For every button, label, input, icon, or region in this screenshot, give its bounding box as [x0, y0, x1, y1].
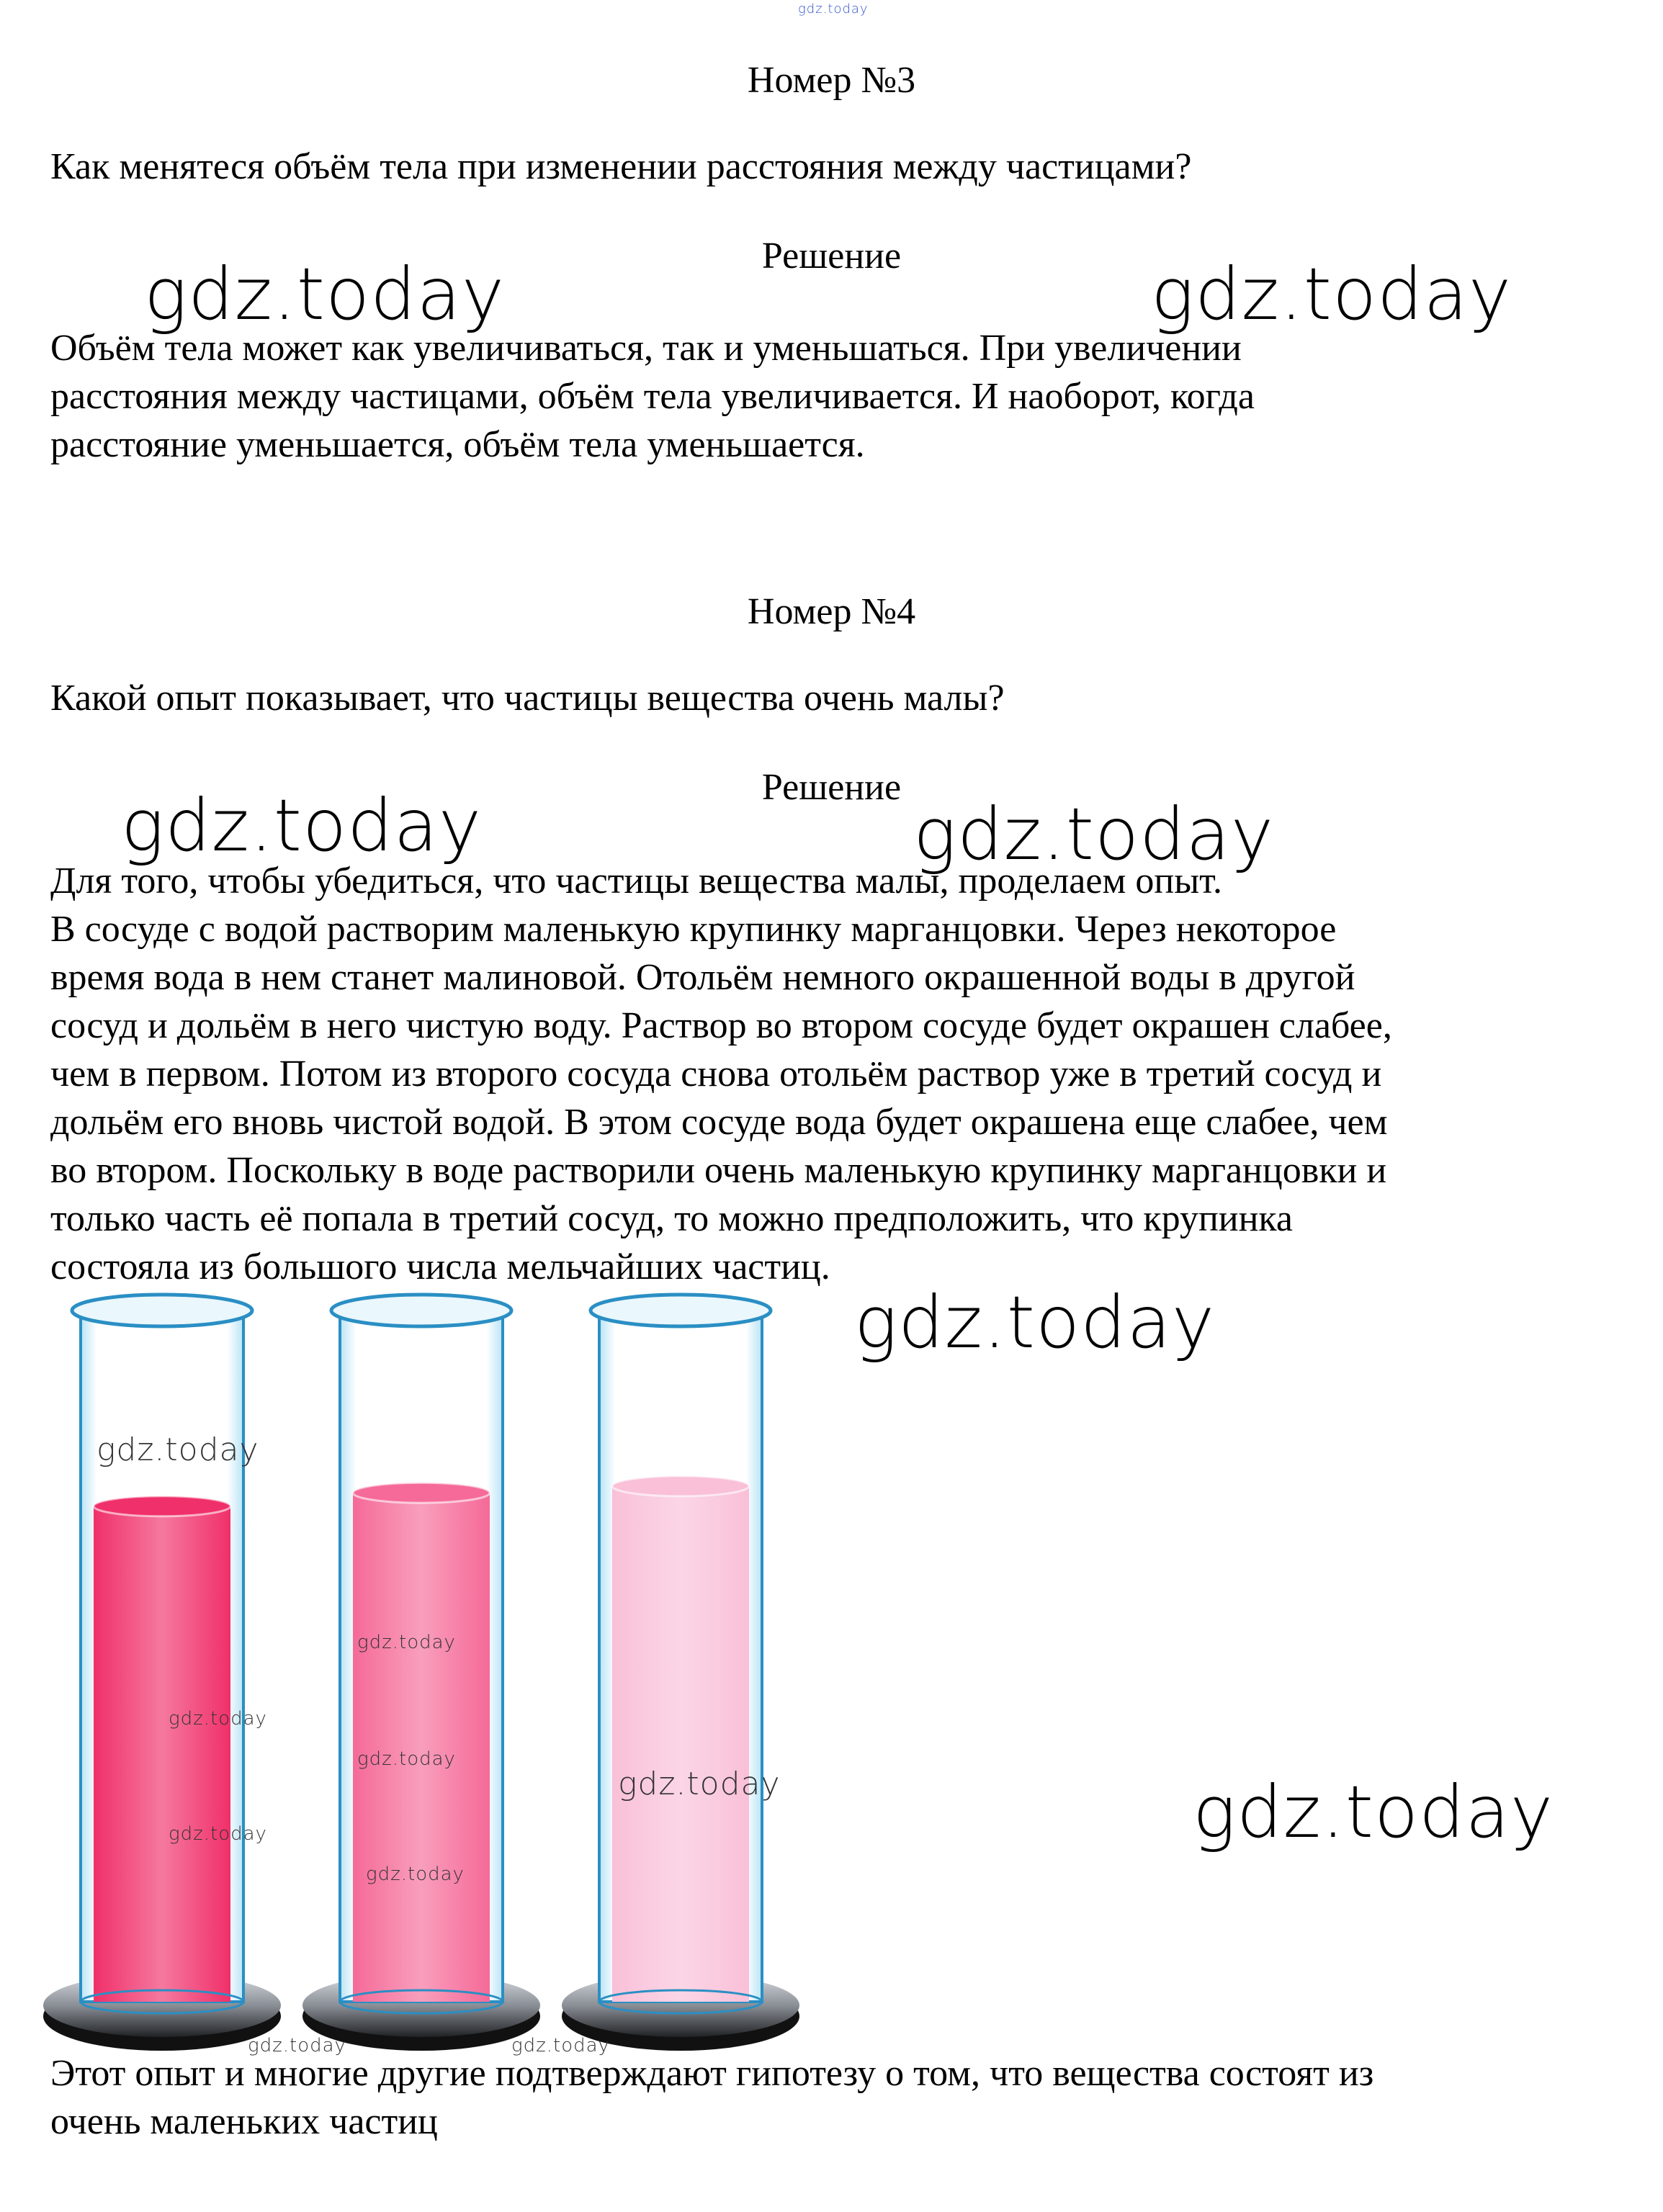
section4-heading: Номер №4 — [747, 591, 916, 632]
watermark: gdz.today — [144, 252, 506, 336]
watermark: gdz.today — [366, 1863, 465, 1885]
watermark: gdz.today — [121, 783, 483, 868]
watermark: gdz.today — [97, 1431, 259, 1468]
cylinder-liquid-surface — [353, 1483, 490, 1503]
conclusion-line: Этот опыт и многие другие подтверждают гипотезу о том, что вещества состоят из — [50, 2053, 1374, 2094]
watermark: gdz.today — [854, 1280, 1216, 1364]
section3-heading: Номер №3 — [747, 60, 916, 101]
section3-question: Как менятеся объём тела при изменении расстояния между частицами? — [50, 146, 1192, 187]
watermark: gdz.today — [1193, 1770, 1554, 1854]
watermark: gdz.today — [169, 1708, 267, 1730]
section4-solution-label: Решение — [761, 767, 902, 808]
conclusion-line: очень маленьких частиц — [50, 2101, 438, 2142]
answer-line: расстояния между частицами, объём тела увеличивается. И наоборот, когда — [50, 376, 1255, 417]
answer-line: расстояние уменьшается, объём тела уменьшается. — [50, 424, 865, 465]
cylinder-liquid-shine — [612, 1486, 749, 2002]
section4-question: Какой опыт показывает, что частицы вещества очень малы? — [50, 678, 1005, 719]
cylinder-rim — [331, 1295, 511, 1326]
watermark: gdz.today — [357, 1632, 456, 1653]
answer-line: Для того, чтобы убедиться, что частицы вещества малы, проделаем опыт. — [50, 860, 1222, 902]
watermark: gdz.today — [357, 1748, 456, 1770]
answer-line: состояла из большого числа мельчайших частиц. — [50, 1246, 830, 1287]
cylinder-3 — [562, 1295, 799, 2051]
answer-line: только часть её попала в третий сосуд, то можно предположить, что крупинка — [50, 1198, 1293, 1239]
answer-line: В сосуде с водой растворим маленькую крупинку марганцовки. Через некоторое — [50, 909, 1337, 950]
section4-conclusion — [50, 2049, 1373, 2146]
cylinders-illustration — [43, 1282, 835, 2067]
watermark: gdz.today — [511, 2035, 610, 2056]
answer-line: дольём его вновь чистой водой. В этом сосуде вода будет окрашена еще слабее, чем — [50, 1102, 1388, 1143]
cylinder-1 — [43, 1295, 281, 2051]
watermark: gdz.today — [618, 1766, 781, 1802]
watermark: gdz.today — [913, 792, 1275, 876]
watermark: gdz.today — [1151, 252, 1512, 336]
cylinder-2 — [302, 1295, 540, 2051]
answer-line: время вода в нем станет малиновой. Отольём немного окрашенной воды в другой — [50, 957, 1355, 998]
cylinder-liquid-shine — [94, 1506, 230, 2002]
watermark: gdz.today — [169, 1823, 267, 1845]
answer-line: чем в первом. Потом из второго сосуда снова отольём раствор уже в третий сосуд и — [50, 1053, 1382, 1094]
answer-line: сосуд и дольём в него чистую воду. Раствор во втором сосуде будет окрашен слабее, — [50, 1005, 1392, 1046]
answer-line: Объём тела может как увеличиваться, так и уменьшаться. При увеличении — [50, 328, 1242, 369]
top-watermark: gdz.today — [798, 1, 869, 17]
cylinder-rim — [591, 1295, 771, 1326]
section3-solution-label: Решение — [761, 235, 902, 276]
cylinder-rim — [72, 1295, 252, 1326]
section3-answer — [50, 324, 1255, 469]
section4-answer — [50, 857, 1392, 1291]
cylinder-liquid-surface — [94, 1496, 230, 1516]
answer-line: во втором. Поскольку в воде растворили очень маленькую крупинку марганцовки и — [50, 1150, 1387, 1191]
watermark: gdz.today — [248, 2035, 346, 2056]
cylinder-liquid-surface — [612, 1476, 749, 1496]
cylinder-liquid-shine — [353, 1493, 490, 2002]
